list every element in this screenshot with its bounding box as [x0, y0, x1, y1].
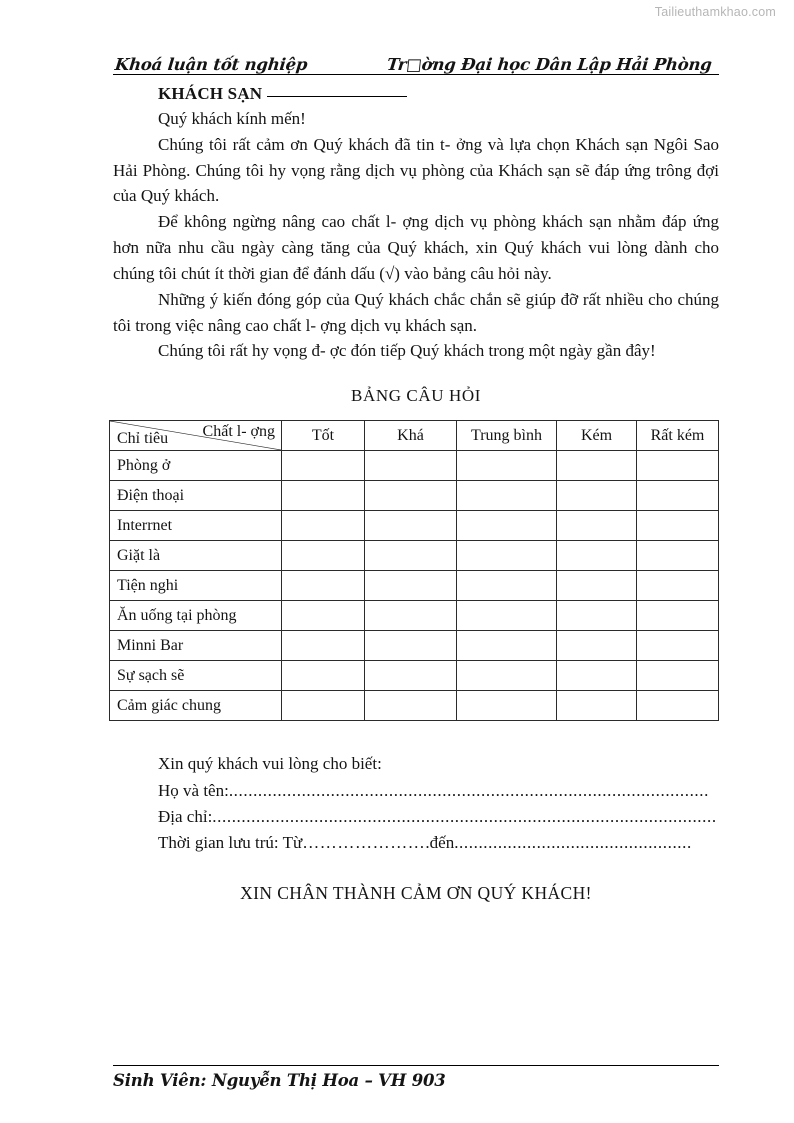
rating-cell-trung-binh[interactable]	[457, 571, 557, 601]
rating-cell-kem[interactable]	[557, 571, 637, 601]
rating-cell-trung-binh[interactable]	[457, 691, 557, 721]
table-row	[110, 451, 719, 481]
table-row	[110, 511, 719, 541]
rating-cell-trung-binh[interactable]	[457, 511, 557, 541]
rating-cell-rat-kem[interactable]	[637, 451, 719, 481]
field-stay-to-leader: .................................................	[454, 833, 692, 853]
table-body	[110, 451, 719, 721]
field-stay-to-label: .đến	[425, 833, 455, 853]
rating-cell-trung-binh[interactable]	[457, 481, 557, 511]
field-stay-label: Thời gian lưu trú: Từ	[158, 833, 303, 853]
rating-cell-rat-kem[interactable]	[637, 541, 719, 571]
column-header-tot: Tốt	[282, 421, 365, 451]
row-label: Cảm giác chung	[110, 691, 282, 721]
rating-cell-kha[interactable]	[365, 571, 457, 601]
rating-cell-rat-kem[interactable]	[637, 661, 719, 691]
header-left-text: Khoá luận tốt nghiệp	[114, 55, 309, 74]
section-title: BẢNG CÂU HỎI	[351, 386, 481, 406]
fields-intro: Xin quý khách vui lòng cho biết:	[158, 754, 382, 774]
watermark: Tailieuthamkhao.com	[654, 5, 776, 19]
rating-cell-kha[interactable]	[365, 601, 457, 631]
column-header-rat-kem: Rất kém	[637, 421, 719, 451]
rating-cell-tot[interactable]	[282, 571, 365, 601]
field-full-name-label: Họ và tên:	[158, 780, 229, 800]
rating-cell-trung-binh[interactable]	[457, 451, 557, 481]
rating-cell-rat-kem[interactable]	[637, 511, 719, 541]
questionnaire-table	[109, 420, 719, 721]
corner-criteria-label: Chỉ tiêu	[117, 430, 169, 448]
table-row	[110, 481, 719, 511]
table-row	[110, 691, 719, 721]
rating-cell-kha[interactable]	[365, 691, 457, 721]
document-content	[113, 84, 719, 904]
running-footer	[113, 1065, 719, 1091]
rating-cell-kem[interactable]	[557, 631, 637, 661]
paragraph-2: Để không ngừng nâng cao chất l- ợng dịch vụ phòng khách sạn nhằm đáp ứng hơn nữa nhu cầu ngày càng tăng của Quý khách, xin Quý khách vui lòng dành cho chúng tôi chút ít thời gian để đánh dấu (√) vào bảng câu hỏi này.	[113, 212, 719, 283]
guest-info-fields	[158, 751, 719, 856]
rating-cell-kem[interactable]	[557, 511, 637, 541]
rating-cell-rat-kem[interactable]	[637, 481, 719, 511]
footer-student-text: Sinh Viên: Nguyễn Thị Hoa – VH 903	[113, 1071, 446, 1090]
rating-cell-tot[interactable]	[282, 511, 365, 541]
row-label: Interrnet	[110, 511, 282, 541]
field-address-leader: ........................................................................................................	[212, 806, 717, 826]
rating-cell-kem[interactable]	[557, 481, 637, 511]
paragraph-4: Chúng tôi rất hy vọng đ- ợc đón tiếp Quý khách trong một ngày gần đây!	[158, 341, 656, 361]
table-corner-cell	[110, 421, 282, 451]
row-label: Ăn uống tại phòng	[110, 601, 282, 631]
blank-fill-rule	[267, 96, 407, 97]
column-header-kha: Khá	[365, 421, 457, 451]
greeting-text: Quý khách kính mến!	[158, 109, 306, 128]
field-stay-from-leader: …………………	[302, 833, 426, 853]
rating-cell-kha[interactable]	[365, 541, 457, 571]
table-header-row	[110, 421, 719, 451]
rating-cell-tot[interactable]	[282, 541, 365, 571]
field-address-label: Địa chỉ:	[158, 806, 213, 826]
field-address[interactable]	[158, 804, 719, 830]
corner-quality-label: Chất l- ợng	[202, 423, 275, 441]
rating-cell-trung-binh[interactable]	[457, 601, 557, 631]
paragraph-1: Chúng tôi rất cảm ơn Quý khách đã tin t- ởng và lựa chọn Khách sạn Ngôi Sao Hải Phòng. Chúng tôi hy vọng rằng dịch vụ phòng của Khách sạn sẽ đáp ứng trông đợi của Quý khách.	[113, 134, 719, 206]
table-row	[110, 601, 719, 631]
field-full-name[interactable]	[158, 778, 719, 804]
rating-cell-kha[interactable]	[365, 451, 457, 481]
rating-cell-tot[interactable]	[282, 661, 365, 691]
rating-cell-rat-kem[interactable]	[637, 571, 719, 601]
rating-cell-kha[interactable]	[365, 661, 457, 691]
rating-cell-tot[interactable]	[282, 631, 365, 661]
rating-cell-tot[interactable]	[282, 691, 365, 721]
page-title-text: KHÁCH SẠN	[158, 84, 263, 103]
rating-cell-kha[interactable]	[365, 481, 457, 511]
header-right-text: Tr□ờng Đại học Dân Lập Hải Phòng	[386, 55, 714, 74]
page-title	[158, 84, 719, 104]
table-row	[110, 631, 719, 661]
rating-cell-rat-kem[interactable]	[637, 631, 719, 661]
column-header-kem: Kém	[557, 421, 637, 451]
table-row	[110, 571, 719, 601]
rating-cell-kem[interactable]	[557, 661, 637, 691]
rating-cell-rat-kem[interactable]	[637, 691, 719, 721]
rating-cell-rat-kem[interactable]	[637, 601, 719, 631]
rating-cell-tot[interactable]	[282, 451, 365, 481]
rating-cell-kem[interactable]	[557, 601, 637, 631]
thanks-message: XIN CHÂN THÀNH CẢM ƠN QUÝ KHÁCH!	[240, 882, 592, 903]
column-header-trung-binh: Trung bình	[457, 421, 557, 451]
rating-cell-kha[interactable]	[365, 511, 457, 541]
rating-cell-trung-binh[interactable]	[457, 661, 557, 691]
row-label: Sự sạch sẽ	[110, 661, 282, 691]
field-stay-duration[interactable]	[158, 830, 719, 856]
rating-cell-tot[interactable]	[282, 601, 365, 631]
row-label: Điện thoại	[110, 481, 282, 511]
rating-cell-trung-binh[interactable]	[457, 631, 557, 661]
row-label: Minni Bar	[110, 631, 282, 661]
rating-cell-tot[interactable]	[282, 481, 365, 511]
row-label: Phòng ở	[110, 451, 282, 481]
rating-cell-kha[interactable]	[365, 631, 457, 661]
table-row	[110, 661, 719, 691]
row-label: Tiện nghi	[110, 571, 282, 601]
rating-cell-kem[interactable]	[557, 451, 637, 481]
row-label: Giặt là	[110, 541, 282, 571]
field-full-name-leader: ...................................................................................................	[228, 780, 709, 800]
rating-cell-trung-binh[interactable]	[457, 541, 557, 571]
rating-cell-kem[interactable]	[557, 691, 637, 721]
table-row	[110, 541, 719, 571]
paragraph-3: Những ý kiến đóng góp của Quý khách chắc chắn sẽ giúp đỡ rất nhiều cho chúng tôi trong việc nâng cao chất l- ợng dịch vụ khách sạn.	[113, 289, 719, 335]
rating-cell-kem[interactable]	[557, 541, 637, 571]
running-header	[113, 44, 719, 75]
